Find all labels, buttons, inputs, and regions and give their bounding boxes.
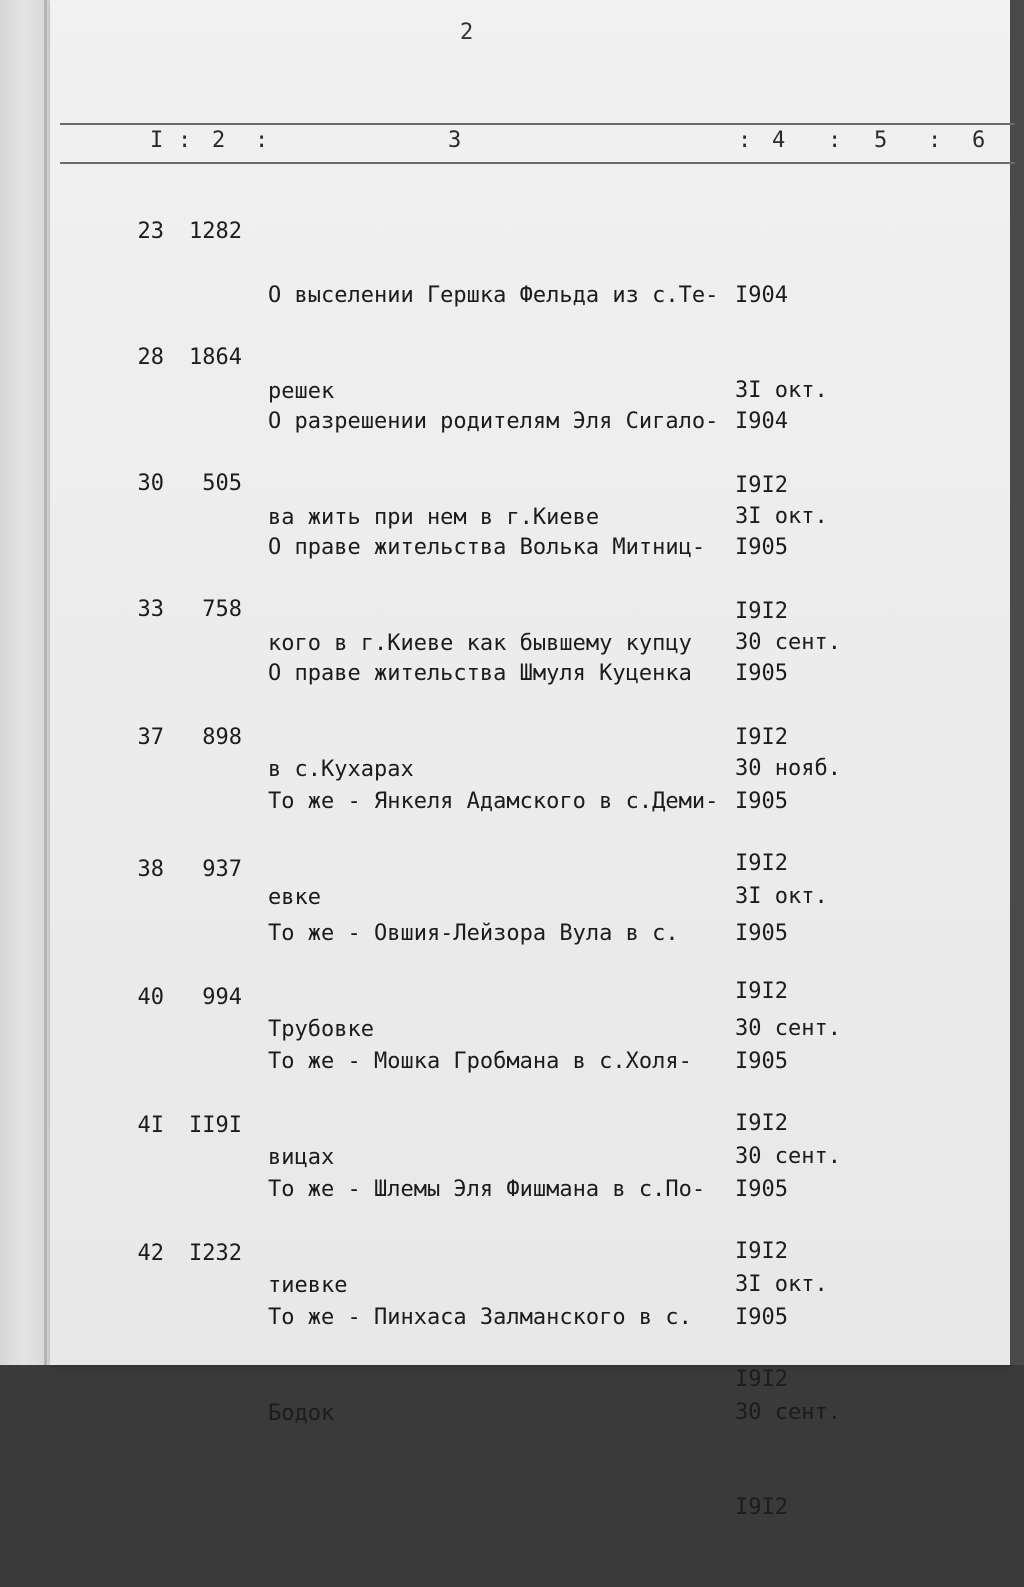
row-code: 758	[202, 597, 242, 622]
row-description-line: кого в г.Киеве как бывшему купцу	[268, 631, 692, 656]
row-end-year: I9I2	[735, 1111, 788, 1136]
row-end-year: I9I2	[735, 1367, 788, 1392]
row-end-year: I9I2	[735, 725, 788, 750]
row-description-line: То же - Овшия-Лейзора Вула в с.	[268, 921, 679, 946]
row-description-line: Трубовке	[268, 1017, 374, 1042]
row-description-line: То же - Янкеля Адамского в с.Деми-	[268, 789, 719, 814]
row-start-year: I904	[735, 283, 788, 308]
row-description-line: О праве жительства Волька Митниц-	[268, 535, 706, 560]
row-code: I232	[189, 1241, 242, 1266]
row-start-year: I905	[735, 1305, 788, 1330]
row-end-year: I9I2	[735, 979, 788, 1004]
column-header-2: 2	[212, 128, 226, 153]
row-end-year: I9I2	[735, 1239, 788, 1264]
header-rule-bottom	[60, 162, 1015, 164]
row-description-line: в с.Кухарах	[268, 757, 414, 782]
row-description-line: О выселении Гершка Фельда из с.Те-	[268, 283, 719, 308]
row-start-year: I905	[735, 789, 788, 814]
column-header-3: 3	[448, 128, 462, 153]
table-row	[0, 1238, 1024, 1520]
row-description-line: ва жить при нем в г.Киеве	[268, 505, 600, 530]
row-start-year: I905	[735, 535, 788, 560]
row-description-line: Бодок	[268, 1401, 335, 1426]
row-description-line: То же - Мошка Гробмана в с.Холя-	[268, 1049, 692, 1074]
row-description-line: решек	[268, 379, 335, 404]
row-start-year: I905	[735, 1049, 788, 1074]
row-description-line: тиевке	[268, 1273, 348, 1298]
column-header-6: 6	[972, 128, 986, 153]
row-end-date: 3I окт.	[735, 884, 828, 909]
row-code: 1864	[189, 345, 242, 370]
row-number: 37	[137, 725, 164, 750]
row-description-line: евке	[268, 885, 321, 910]
column-separator: :	[738, 128, 752, 153]
row-number: 33	[137, 597, 164, 622]
row-number: 23	[137, 219, 164, 244]
row-code: 1282	[189, 219, 242, 244]
row-number: 4I	[137, 1113, 164, 1138]
row-end-year: I9I2	[735, 473, 788, 498]
row-end-date: 30 сент.	[735, 1400, 841, 1425]
row-end-date: 3I окт.	[735, 504, 828, 529]
row-description-line: О праве жительства Шмуля Куценка	[268, 661, 692, 686]
row-code: 898	[202, 725, 242, 750]
row-start-year: I905	[735, 1177, 788, 1202]
row-number: 38	[137, 857, 164, 882]
page-number: 2	[460, 20, 474, 45]
column-separator: :	[255, 128, 269, 153]
row-code: 505	[202, 471, 242, 496]
row-end-year: I9I2	[735, 851, 788, 876]
row-description-line: То же - Пинхаса Залманского в с.	[268, 1305, 692, 1330]
column-separator: :	[928, 128, 942, 153]
row-end-year: I9I2	[735, 599, 788, 624]
row-code: 994	[202, 985, 242, 1010]
row-number: 28	[137, 345, 164, 370]
row-code: II9I	[189, 1113, 242, 1138]
row-end-date: 30 сент.	[735, 630, 841, 655]
row-end-date: 30 сент.	[735, 1016, 841, 1041]
row-description-line: О разрешении родителям Эля Сигало-	[268, 409, 719, 434]
row-description	[268, 1238, 723, 1494]
row-number: 30	[137, 471, 164, 496]
column-separator: :	[178, 128, 192, 153]
row-description-line: То же - Шлемы Эля Фишмана в с.По-	[268, 1177, 706, 1202]
row-description-line: вицах	[268, 1145, 335, 1170]
row-number: 40	[137, 985, 164, 1010]
row-start-year: I904	[735, 409, 788, 434]
column-header-5: 5	[874, 128, 888, 153]
column-header-1: I	[150, 128, 164, 153]
row-number: 42	[137, 1241, 164, 1266]
row-start-year: I905	[735, 921, 788, 946]
row-end-date: 3I окт.	[735, 1272, 828, 1297]
row-end-date: 30 сент.	[735, 1144, 841, 1169]
row-end-year: I9I2	[735, 1495, 788, 1520]
column-separator: :	[828, 128, 842, 153]
row-code: 937	[202, 857, 242, 882]
row-dates	[735, 1238, 865, 1587]
row-end-date: 3I окт.	[735, 378, 828, 403]
column-header-4: 4	[772, 128, 786, 153]
row-end-date: 30 нояб.	[735, 756, 841, 781]
header-rule-top	[60, 123, 1015, 125]
row-start-year: I905	[735, 661, 788, 686]
